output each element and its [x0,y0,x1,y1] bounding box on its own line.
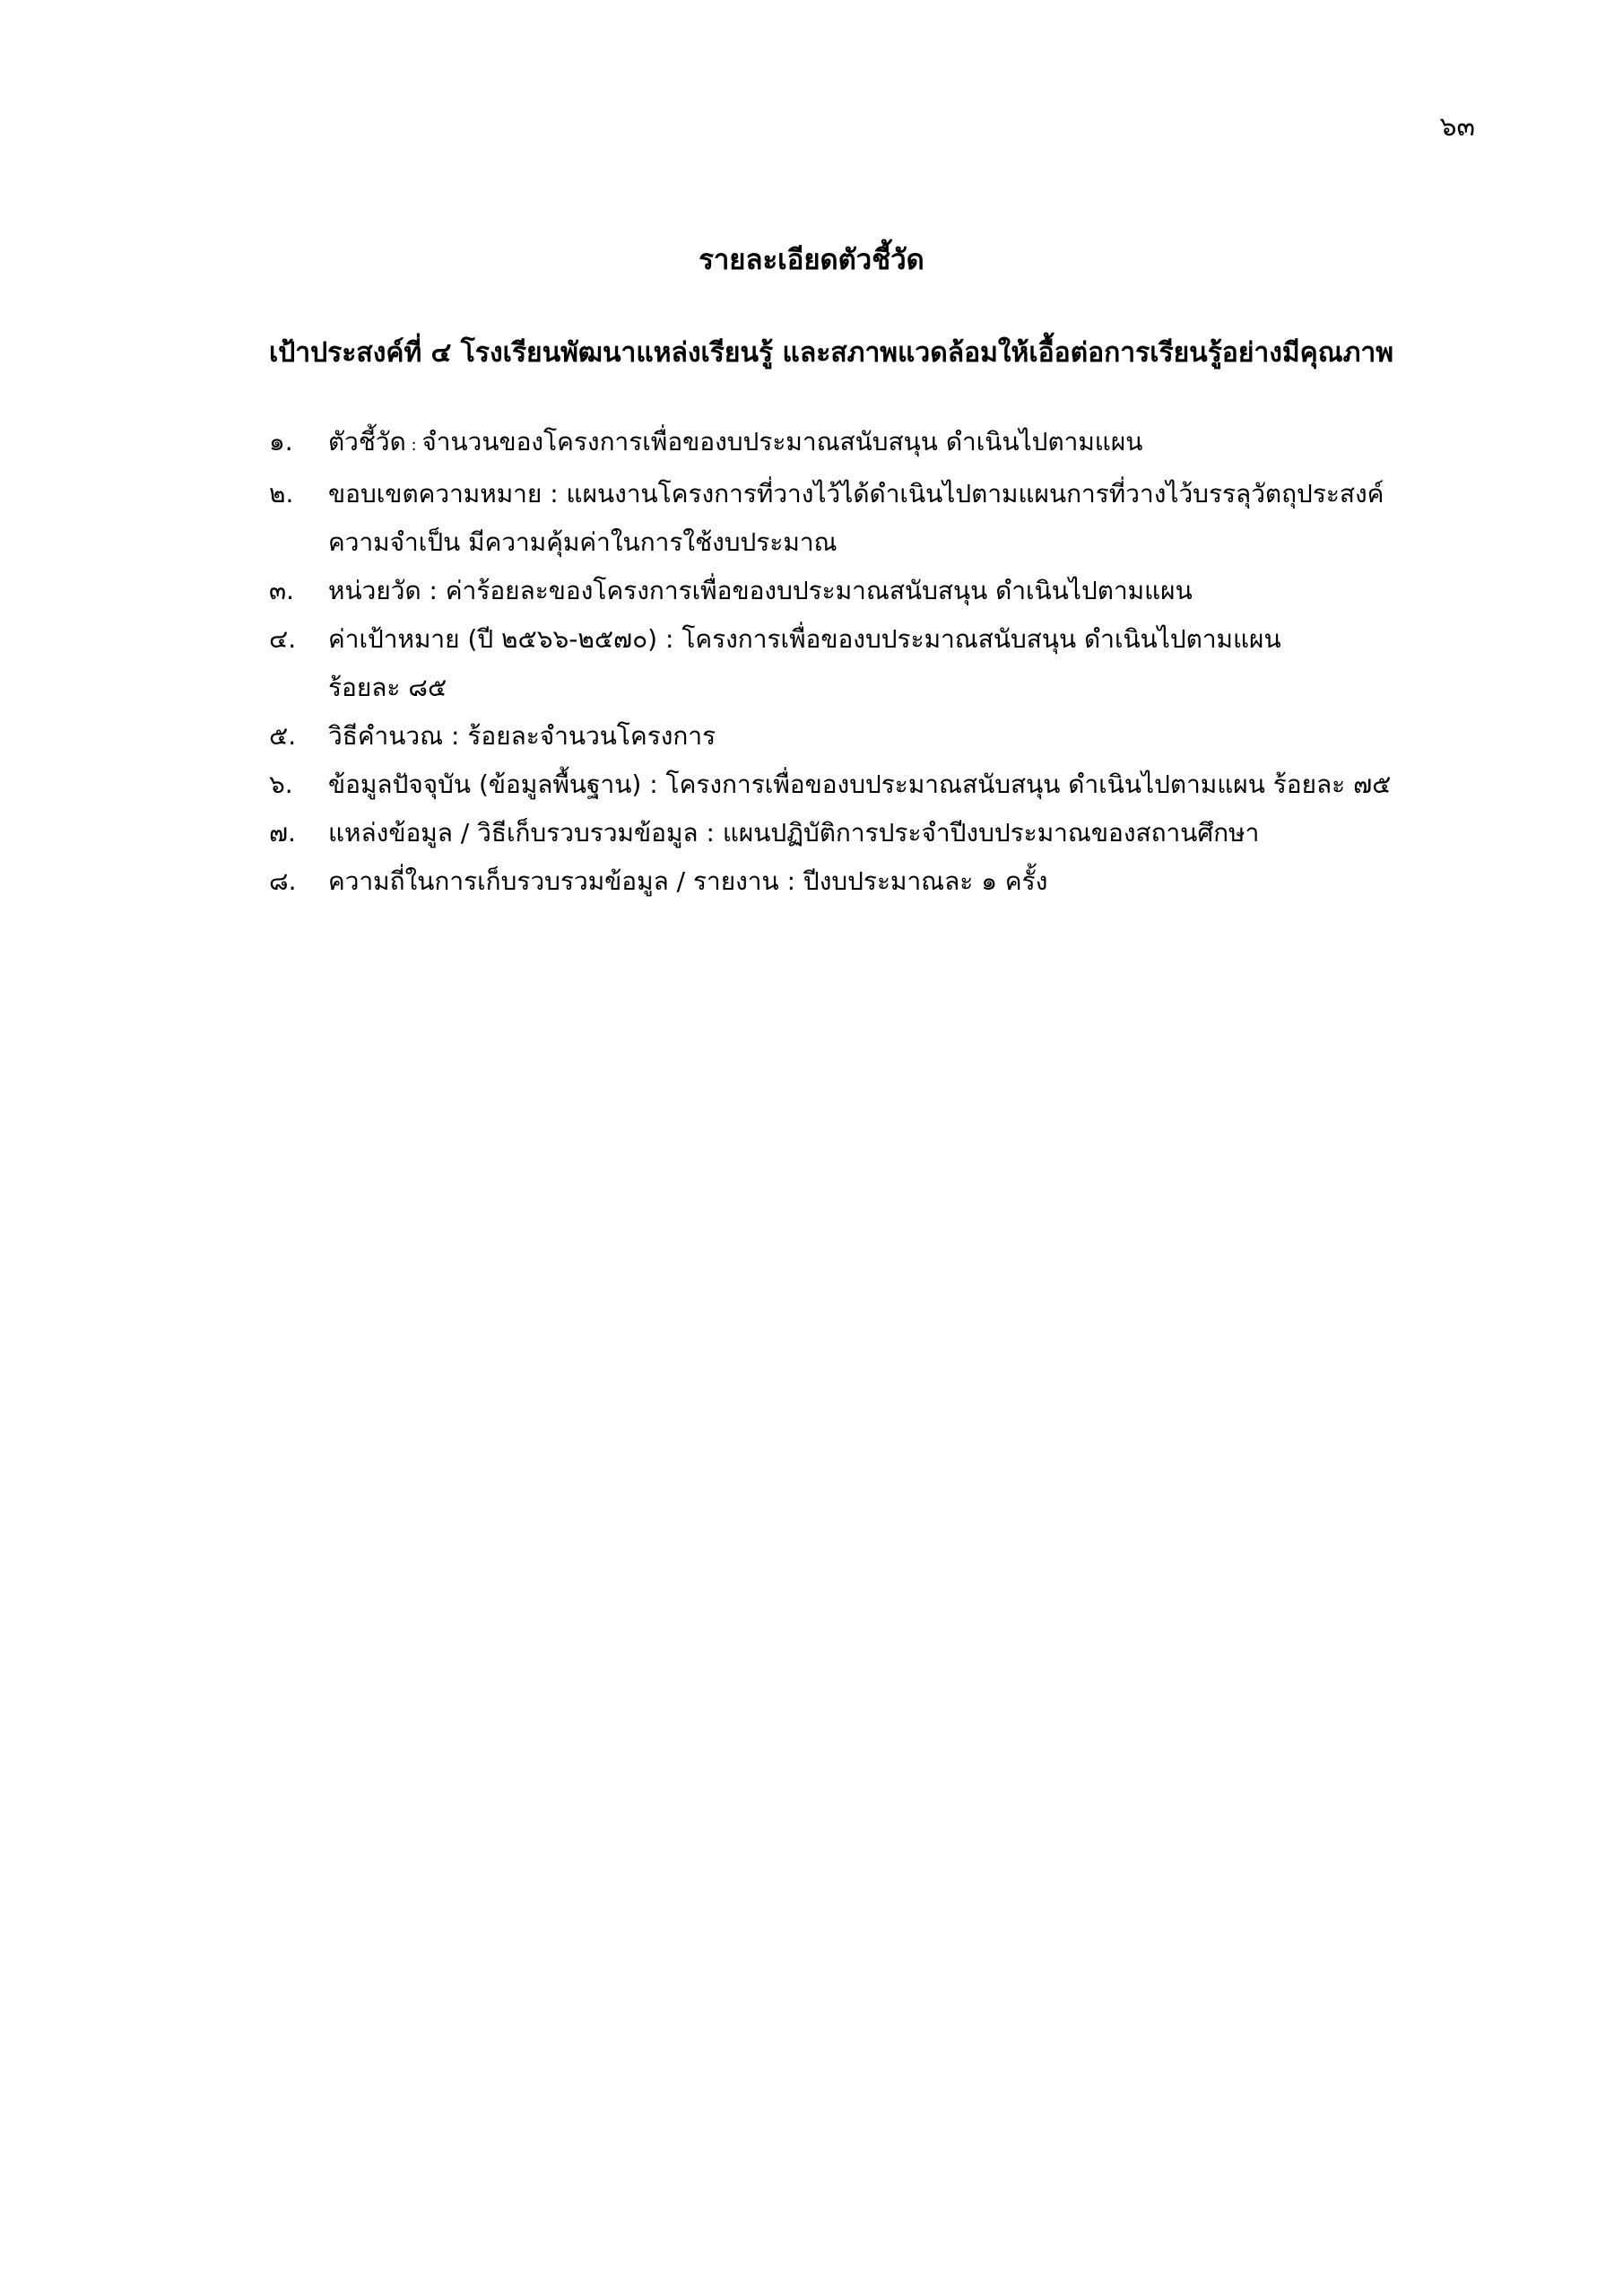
item-first-line [328,470,1471,518]
item-number: ๗. [269,818,296,848]
item-body [328,615,1471,712]
item-number: ๓. [269,576,295,605]
indicator-item [269,615,1471,712]
item-number: ๘. [269,866,297,896]
item-number: ๒. [269,479,294,509]
item-body [328,567,1471,615]
item-label: แหล่งข้อมูล / วิธีเก็บรวบรวมข้อมูล [328,818,699,848]
item-label: วิธีคำนวณ [328,721,444,751]
item-separator: : [405,436,422,455]
item-separator: : [443,721,468,751]
item-body [328,470,1471,567]
item-label: หน่วยวัด [328,576,421,605]
item-text: โครงการเพื่อของบประมาณสนับสนุน ดำเนินไปตามแผน [681,624,1281,654]
item-label: ขอบเขตความหมาย [328,479,542,509]
item-body [328,761,1471,809]
item-body [328,712,1471,761]
item-number: ๕. [269,721,297,751]
item-body [328,809,1471,857]
item-separator: : [657,624,682,654]
page-number: ๖๓ [1439,111,1475,143]
item-separator: : [641,770,666,799]
item-first-line [328,567,1471,615]
item-separator: : [778,866,803,896]
item-separator: : [421,576,446,605]
item-label: ตัวชี้วัด [328,427,406,457]
item-text: แผนปฏิบัติการประจำปีงบประมาณของสถานศึกษา [722,818,1260,848]
item-first-line [328,712,1471,761]
objective-heading: เป้าประสงค์ที่ ๔ โรงเรียนพัฒนาแหล่งเรียนรู้ และสภาพแวดล้อมให้เอื้อต่อการเรียนรู้อย่างมีคุณภาพ [269,337,1393,369]
indicator-item [269,857,1471,906]
item-continuation-line: ความจำเป็น มีความคุ้มค่าในการใช้งบประมาณ [328,527,838,557]
item-label: ข้อมูลปัจจุบัน (ข้อมูลพื้นฐาน) [328,770,642,799]
item-text: โครงการเพื่อของบประมาณสนับสนุน ดำเนินไปตามแผน ร้อยละ ๗๕ [665,770,1392,799]
item-number: ๖. [269,770,293,799]
document-title: รายละเอียดตัวชี้วัด [699,244,924,276]
indicator-item [269,712,1471,761]
item-first-line [328,809,1471,857]
indicator-item [269,470,1471,567]
indicator-item [269,761,1471,809]
indicator-item [269,809,1471,857]
item-label: ความถี่ในการเก็บรวบรวมข้อมูล / รายงาน [328,866,779,896]
item-body [328,857,1471,906]
indicator-detail-list [269,418,1471,906]
item-separator: : [542,479,567,509]
item-first-line [328,857,1471,906]
item-text: จำนวนของโครงการเพื่อของบประมาณสนับสนุน ดำเนินไปตามแผน [421,427,1143,457]
item-text: ร้อยละจำนวนโครงการ [467,721,716,751]
item-continuation-line: ร้อยละ ๘๕ [328,673,447,702]
item-label: ค่าเป้าหมาย (ปี ๒๕๖๖-๒๕๗๐) [328,624,658,654]
item-first-line [328,615,1471,664]
indicator-item [269,418,1471,470]
item-separator: : [698,818,723,848]
item-text: ปีงบประมาณละ ๑ ครั้ง [803,866,1048,896]
indicator-item [269,567,1471,615]
item-first-line [328,761,1471,809]
item-number: ๔. [269,624,297,654]
item-text: แผนงานโครงการที่วางไว้ได้ดำเนินไปตามแผนการที่วางไว้บรรลุวัตถุประสงค์ [566,479,1384,509]
item-text: ค่าร้อยละของโครงการเพื่อของบประมาณสนับสนุน ดำเนินไปตามแผน [445,576,1193,605]
item-first-line [328,418,1471,470]
item-body [328,418,1471,470]
item-number: ๑. [269,427,293,457]
